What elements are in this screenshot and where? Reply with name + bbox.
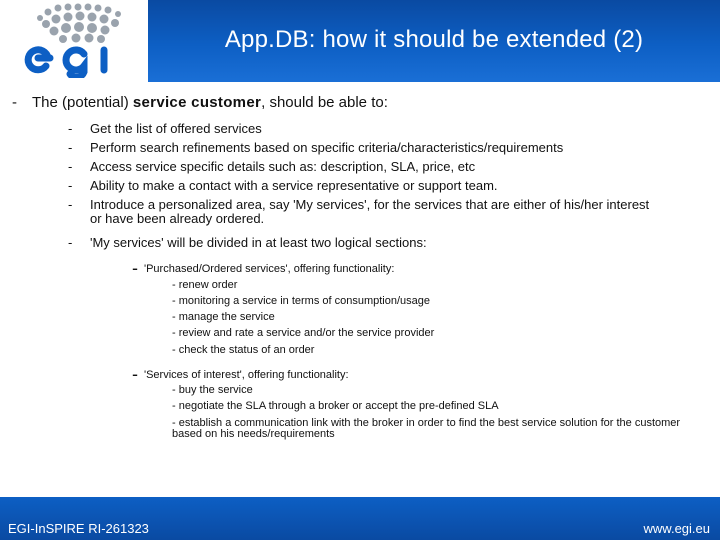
list-item: - check the status of an order	[172, 344, 315, 356]
list-item: - review and rate a service and/or the service provider	[172, 327, 435, 339]
list-item: - buy the service	[172, 384, 253, 396]
bullet-dash: -	[68, 159, 73, 174]
bullet-dash: -	[68, 197, 73, 212]
project-id: EGI-InSPIRE RI-261323	[8, 521, 149, 536]
bullet-dash: -	[68, 235, 73, 250]
list-item: - monitoring a service in terms of consumption/usage	[172, 295, 431, 307]
bullet-dash: -	[132, 364, 138, 384]
section-heading	[132, 258, 394, 279]
intro-bold: service customer	[132, 94, 262, 111]
list-item-text: Access service specific details such as: description, SLA, price, etc	[90, 159, 476, 174]
list-item: - negotiate the SLA through a broker or accept the pre-defined SLA	[172, 400, 499, 412]
website-link[interactable]: www.egi.eu	[643, 521, 710, 536]
section-heading-text: 'Purchased/Ordered services', offering functionality:	[144, 263, 395, 275]
header	[0, 0, 720, 82]
bullet-dash: -	[68, 121, 73, 136]
footer	[0, 497, 720, 540]
slide-title: App.DB: how it should be extended (2)	[224, 26, 644, 53]
bullet-dash: -	[12, 94, 17, 111]
list-item-text: 'My services' will be divided in at least two logical sections:	[90, 235, 427, 250]
intro-prefix: The (potential)	[32, 94, 133, 111]
list-item-text: Get the list of offered services	[90, 121, 262, 136]
intro-suffix: , should be able to:	[261, 94, 388, 111]
bullet-dash: -	[68, 140, 73, 155]
section-heading-text: 'Services of interest', offering functionality:	[144, 369, 349, 381]
bullet-dash: -	[68, 178, 73, 193]
bullet-dash: -	[132, 258, 138, 278]
list-item-text: - establish a communication link with the broker in order to find the best service solution for the customer based on his needs/requirements	[172, 417, 681, 440]
egi-logo	[18, 2, 148, 78]
title-bar	[148, 0, 720, 82]
list-item	[172, 418, 692, 440]
list-item: - renew order	[172, 279, 238, 291]
intro-line	[12, 94, 388, 111]
list-item-text: Introduce a personalized area, say 'My services', for the services that are either of his/her interest or have been already ordered.	[90, 197, 650, 226]
list-item-text: Ability to make a contact with a service representative or support team.	[90, 178, 498, 193]
section-heading	[132, 364, 349, 385]
list-item-text: Perform search refinements based on specific criteria/characteristics/requirements	[90, 140, 564, 155]
list-item: - manage the service	[172, 311, 275, 323]
